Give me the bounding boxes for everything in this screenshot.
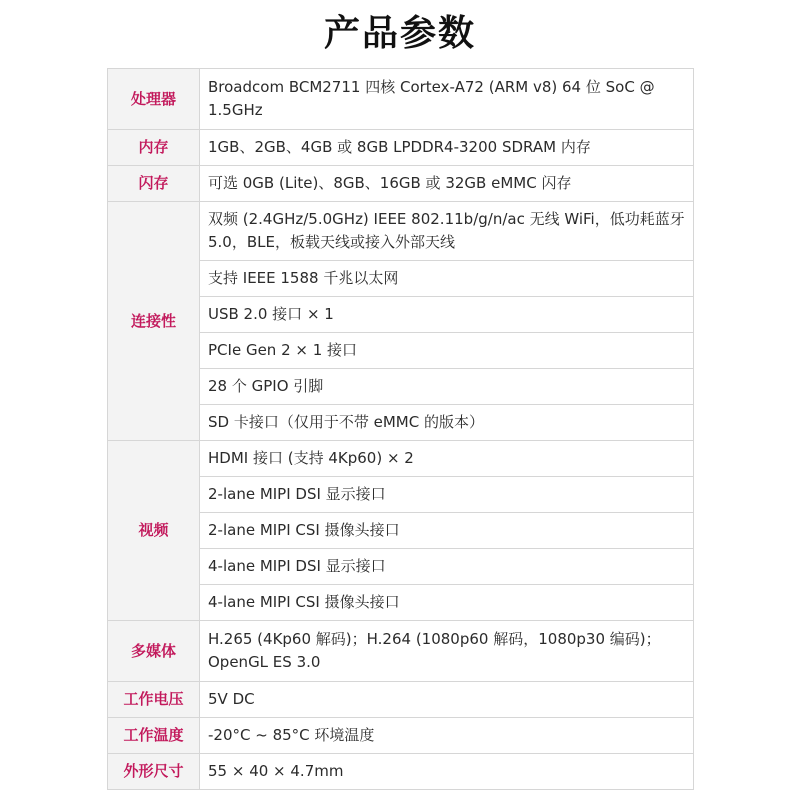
row-label-voltage: 工作电压 xyxy=(108,682,200,718)
row-value-connectivity-usb: USB 2.0 接口 × 1 xyxy=(200,297,694,333)
table-row xyxy=(108,130,694,166)
row-value-connectivity-gpio: 28 个 GPIO 引脚 xyxy=(200,369,694,405)
row-value-video-dsi2: 2-lane MIPI DSI 显示接口 xyxy=(200,477,694,513)
row-value-connectivity-sd: SD 卡接口（仅用于不带 eMMC 的版本） xyxy=(200,405,694,441)
row-value-video-csi2: 2-lane MIPI CSI 摄像头接口 xyxy=(200,513,694,549)
row-value-video-csi4: 4-lane MIPI CSI 摄像头接口 xyxy=(200,585,694,621)
row-value-memory: 1GB、2GB、4GB 或 8GB LPDDR4-3200 SDRAM 内存 xyxy=(200,130,694,166)
table-row xyxy=(108,166,694,202)
row-value-processor: Broadcom BCM2711 四核 Cortex-A72 (ARM v8) 64 位 SoC @ 1.5GHz xyxy=(200,69,694,130)
row-value-multimedia: H.265 (4Kp60 解码)；H.264 (1080p60 解码，1080p30 编码)；OpenGL ES 3.0 xyxy=(200,621,694,682)
page-title: 产品参数 xyxy=(323,13,476,54)
row-label-dimensions: 外形尺寸 xyxy=(108,754,200,790)
row-label-temperature: 工作温度 xyxy=(108,718,200,754)
table-row xyxy=(108,682,694,718)
row-value-temperature: -20°C ~ 85°C 环境温度 xyxy=(200,718,694,754)
spec-table xyxy=(107,68,694,790)
table-row xyxy=(108,718,694,754)
table-row xyxy=(108,754,694,790)
row-value-connectivity-wifi: 双频 (2.4GHz/5.0GHz) IEEE 802.11b/g/n/ac 无线 WiFi，低功耗蓝牙 5.0，BLE，板载天线或接入外部天线 xyxy=(200,202,694,261)
table-row xyxy=(108,621,694,682)
row-value-connectivity-ethernet: 支持 IEEE 1588 千兆以太网 xyxy=(200,261,694,297)
row-value-dimensions: 55 × 40 × 4.7mm xyxy=(200,754,694,790)
row-label-memory: 内存 xyxy=(108,130,200,166)
row-value-video-hdmi: HDMI 接口 (支持 4Kp60) × 2 xyxy=(200,441,694,477)
row-value-voltage: 5V DC xyxy=(200,682,694,718)
table-row xyxy=(108,202,694,261)
row-label-multimedia: 多媒体 xyxy=(108,621,200,682)
table-row xyxy=(108,69,694,130)
row-label-processor: 处理器 xyxy=(108,69,200,130)
row-value-video-dsi4: 4-lane MIPI DSI 显示接口 xyxy=(200,549,694,585)
row-label-connectivity: 连接性 xyxy=(108,202,200,441)
row-value-flash: 可选 0GB (Lite)、8GB、16GB 或 32GB eMMC 闪存 xyxy=(200,166,694,202)
row-label-flash: 闪存 xyxy=(108,166,200,202)
row-value-connectivity-pcie: PCIe Gen 2 × 1 接口 xyxy=(200,333,694,369)
table-row xyxy=(108,441,694,477)
row-label-video: 视频 xyxy=(108,441,200,621)
